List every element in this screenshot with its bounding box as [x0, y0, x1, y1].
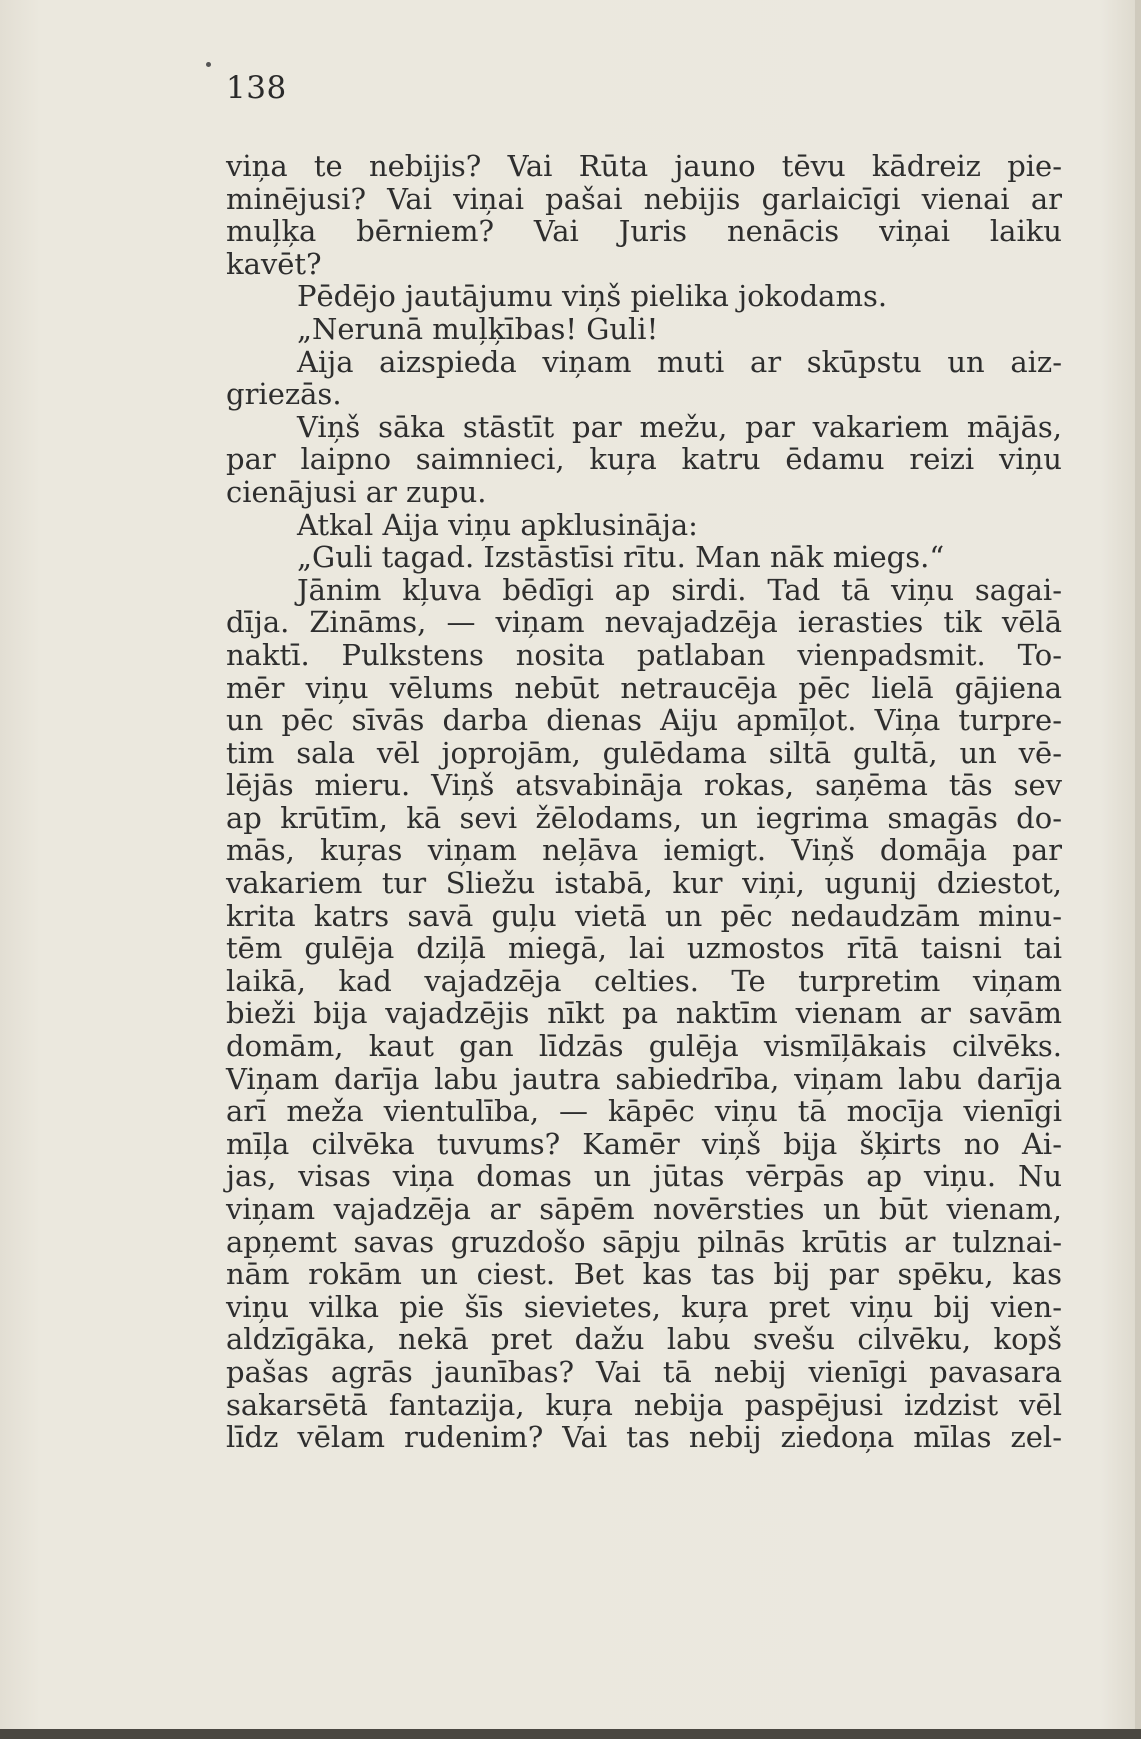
text-line: Atkal Aija viņu apklusināja:: [297, 507, 698, 542]
text-line: mās, kuŗas viņam neļāva iemigt. Viņš domāja par: [226, 833, 1062, 868]
text-line: sakarsētā fantazija, kuŗa nebija paspējusi izdzist vēl: [226, 1387, 1062, 1422]
text-line: mīļa cilvēka tuvums? Kamēr viņš bija šķirts no Ai-: [226, 1126, 1062, 1161]
text-line: domām, kaut gan līdzās gulēja vismīļākais cilvēks.: [226, 1029, 1062, 1064]
text-line: minējusi? Vai viņai pašai nebijis garlaicīgi vienai ar: [226, 181, 1062, 216]
page-number: 138: [226, 70, 287, 106]
text-line: tēm gulēja dziļā miegā, lai uzmostos rītā taisni tai: [226, 931, 1062, 966]
text-line: krita katrs savā guļu vietā un pēc nedaudzām minu-: [226, 898, 1062, 933]
text-line: tim sala vēl joprojām, gulēdama siltā gultā, un vē-: [226, 735, 1062, 770]
text-line: jas, visas viņa domas un jūtas vērpās ap viņu. Nu: [226, 1159, 1062, 1194]
text-line: pašas agrās jaunības? Vai tā nebij vienīgi pavasara: [226, 1354, 1062, 1389]
page-bottom-shadow: [0, 1729, 1141, 1739]
text-line: „Nerunā muļķības! Guli!: [297, 311, 659, 346]
text-line: viņa te nebijis? Vai Rūta jauno tēvu kādreiz pie-: [226, 149, 1062, 183]
text-line: laikā, kad vajadzēja celties. Te turpretim viņam: [226, 963, 1062, 998]
text-line: vakariem tur Sliežu istabā, kur viņi, ugunij dziestot,: [226, 866, 1062, 901]
text-line: Aija aizspieda viņam muti ar skūpstu un aiz-: [297, 344, 1062, 379]
text-line: dīja. Zināms, — viņam nevajadzēja ierasties tik vēlā: [226, 605, 1062, 640]
body-text: [226, 150, 1062, 1454]
text-line: Pēdējo jautājumu viņš pielika jokodams.: [297, 279, 888, 314]
text-line: Viņam darīja labu jautra sabiedrība, viņam labu darīja: [226, 1061, 1062, 1096]
text-line: apņemt savas gruzdošo sāpju pilnās krūtis ar tulznai-: [226, 1224, 1062, 1259]
text-line: griezās.: [226, 377, 342, 412]
text-line: bieži bija vajadzējis nīkt pa naktīm vienam ar savām: [226, 996, 1062, 1031]
ink-speck: [206, 62, 211, 67]
text-line: lējās mieru. Viņš atsvabināja rokas, saņēma tās sev: [226, 768, 1062, 803]
text-line: Jānim kļuva bēdīgi ap sirdi. Tad tā viņu sagai-: [297, 572, 1062, 607]
text-line: viņu vilka pie šīs sievietes, kuŗa pret viņu bij vien-: [226, 1289, 1062, 1324]
text-line: un pēc sīvās darba dienas Aiju apmīļot. Viņa turpre-: [226, 703, 1062, 738]
text-line: kavēt?: [226, 246, 322, 281]
text-line: „Guli tagad. Izstāstīsi rītu. Man nāk miegs.“: [297, 540, 945, 575]
text-line: muļķa bērniem? Vai Juris nenācis viņai laiku: [226, 214, 1062, 249]
text-line: par laipno saimnieci, kuŗa katru ēdamu reizi viņu: [226, 442, 1062, 477]
text-line: nām rokām un ciest. Bet kas tas bij par spēku, kas: [226, 1257, 1062, 1292]
text-line: naktī. Pulkstens nosita patlaban vienpadsmit. To-: [226, 637, 1062, 672]
page-edge-shadow: [1135, 0, 1141, 1739]
text-line: ap krūtīm, kā sevi žēlodams, un iegrima smagās do-: [226, 800, 1062, 835]
text-line: Viņš sāka stāstīt par mežu, par vakariem mājās,: [297, 409, 1062, 444]
text-line: līdz vēlam rudenim? Vai tas nebij ziedoņa mīlas zel-: [226, 1420, 1062, 1455]
text-line: mēr viņu vēlums nebūt netraucēja pēc lielā gājiena: [226, 670, 1062, 705]
text-line: arī meža vientulība, — kāpēc viņu tā mocīja vienīgi: [226, 1094, 1062, 1129]
text-line: cienājusi ar zupu.: [226, 474, 487, 509]
text-line: viņam vajadzēja ar sāpēm novērsties un būt vienam,: [226, 1192, 1062, 1226]
text-line: aldzīgāka, nekā pret dažu labu svešu cilvēku, kopš: [226, 1322, 1062, 1357]
